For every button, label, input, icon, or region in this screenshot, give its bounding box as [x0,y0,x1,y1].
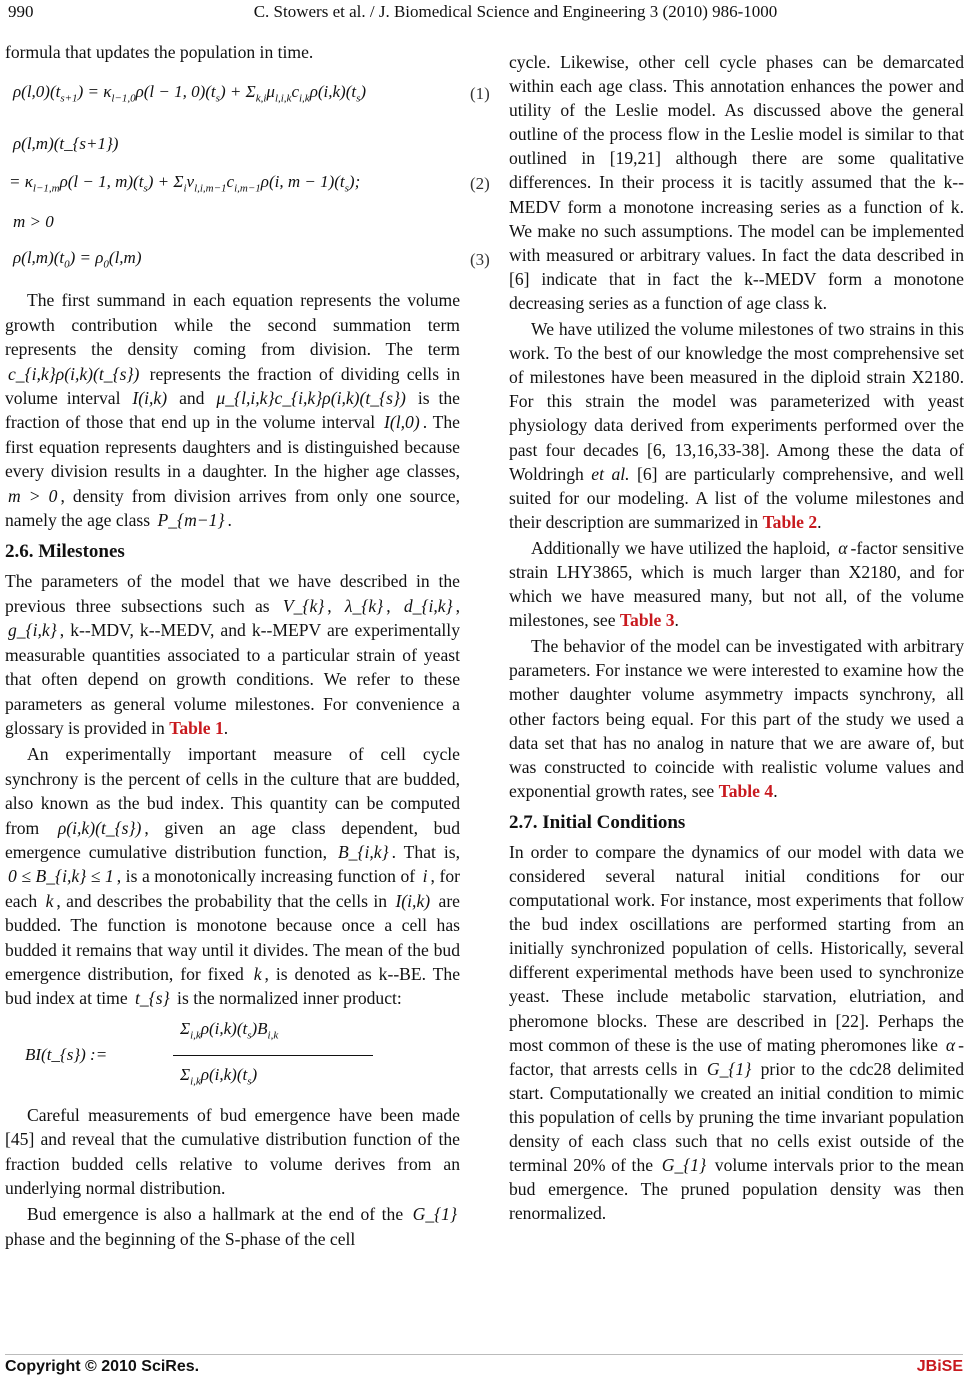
inline-math: ρ(i,k)(t_{s}) [57,817,142,838]
subscript: s [247,1029,252,1042]
inline-math: μ_{l,i,k}c_{i,k}ρ(i,k)(t_{s}) [216,388,406,409]
inline-math: i [422,866,428,887]
inline-math: P_{m−1} [157,510,225,531]
paragraph: We have utilized the volume milestones of two strains in this work. To the best of our knowledge the most comprehensive set of milestones have been measured in the diploid strain X2180. For this strain the model was parameterized with yeast physiology data derived from experiments performed over the past four decades [6, 13,16,33-38]. Among these the data of Woldringh et al. [6] are particularly comprehensive, and well suited for our modeling. A list of the volume milestones and their description are summarized in Table 2. [509,319,964,532]
paragraph: Additionally we have utilized the haploid, α -factor sensitive strain LHY3865, which is much larger than X2180, and for which we have measured many, but not all, of the volume milestones, see Table 3. [509,537,964,631]
inline-math: α [945,1034,956,1055]
page-number: 990 [8,2,34,21]
inline-math: G_{1} [661,1155,707,1176]
inline-math: t_{s} [135,988,170,1009]
inline-math: λ_{k} [344,595,384,616]
subscript: i,k [267,1029,279,1042]
section-heading-milestones: 2.6. Milestones [5,541,125,563]
subscript: i,m−1 [234,182,261,195]
page-header [8,0,963,24]
equation-number-1: (1) [470,84,490,103]
inline-math: B_{i,k} [337,841,389,862]
inline-math: I(l,0) [384,412,420,433]
subscript: k,i [255,92,267,105]
fraction-bar [173,1055,373,1056]
equation-2-condition: m > 0 [13,212,54,232]
left-column [5,40,460,1251]
paragraph: In order to compare the dynamics of our model with data we considered several natural initial conditions for our computational work. For instance, most experiments that follow the bud index oscillations are performed starting from an initially synchronized population of cells. Historically, several different experimental methods have been used to synchronize yeast. These include metabolic starvation, elutriation, and pheromone blocks. These are described in [22]. Perhaps the most common of these is the use of mating pheromones like α -factor, that arrests cells in G_{1} prior to the cdc28 delimited start. Computationally we created an initial condition to mimic this population of cells by pruning the time invariant population density of each class such that no cells exist outside of the terminal 20% of the G_{1} volume intervals prior to the mean bud emergence. The pruned population density was then renormalized. [509,841,964,1224]
bud-index-numerator: $\Sigma_{i,k}\rho(i,k)(t_s)B_{i,k}$ [180,1018,279,1042]
bud-index-equation [5,1011,460,1101]
inline-math: G_{1} [412,1204,457,1225]
paragraph: The parameters of the model that we have described in the previous three subsections such as V_{k} , λ_{k} , d_{i,k} , g_{i,k} , k--MDV, k--MEDV, and k--MEPV are experimentally measurable quantities associated to a particular strain of yeast that often depend on growth conditions. We refer to these parameters as general volume milestones. For convenience a glossary is provided in Table 1. [5,571,461,738]
paragraph: formula that updates the population in time. [5,42,314,62]
subscript: i,k [190,1029,201,1042]
subscript: s [215,92,220,105]
copyright: Copyright © 2010 SciRes. [5,1358,200,1375]
paragraph: Careful measurements of bud emergence have been made [45] and reveal that the cumulative distribution function of the fraction budded cells relative to volume derives from an underlying normal distribution. [5,1104,460,1198]
equation-2-rhs: = $\kappa_{l-1,m}\rho(l - 1$, $m)(t_s) + \Sigma_i\nu_{l,i,m-1}c_{i,m-1}\rho(i$, $m - 1)(t_s)$; [9,172,361,195]
paragraph: Bud emergence is also a hallmark at the end of the G_{1} phase and the beginning of the S-phase of the cell [5,1202,460,1251]
page-footer [5,1358,963,1376]
inline-math: 0 ≤ B_{i,k} ≤ 1 [8,866,114,887]
table-reference-link[interactable]: Table 4 [718,780,774,801]
equation-number-3: (3) [470,250,490,269]
section-heading-initial-conditions: 2.7. Initial Conditions [509,811,686,833]
subscript: l,i,m−1 [194,182,227,195]
italic-text: et al. [591,463,630,484]
inline-math: d_{i,k} [403,595,453,616]
equation-1: $\rho(l,0)(t_{s+1}) = \kappa_{l-1,0}\rho(l - 1$, $0)(t_s) + \Sigma_{k,i}\mu_{l,i,k}c_{i,k}\rho(i,k)(t_s)$ [13,82,367,105]
running-title: C. Stowers et al. / J. Biomedical Science and Engineering 3 (2010) 986-1000 [253,2,778,21]
subscript: i,k [298,92,310,105]
inline-math: g_{i,k} [8,620,57,641]
equation-2-lhs: ρ(l,m)(t_{s+1}) [13,134,119,154]
right-column [509,50,964,1225]
paragraph: cycle. Likewise, other cell cycle phases can be demarcated within each age class. This annotation enhances the power and utility of the Leslie model. As discussed above the general outline of the process flow in the Leslie model is similar to that outlined in [19,21] although there are some qualitative differences. In their process it is tacitly assumed that the k--MEDV form a monotone increasing series as a function of k. We make no such assumptions. The model can be implemented with measured or arbitrary values. In fact the data described in [6] indicate that in fact the k--MEDV form a monotone decreasing series as a function of age class k. [509,52,964,313]
inline-math: k [45,890,54,911]
bud-index-denominator: $\Sigma_{i,k}\rho(i,k)(t_s)$ [180,1064,258,1088]
paragraph: An experimentally important measure of cell cycle synchrony is the percent of cells in the culture that are budded, also known as the bud index. This quantity can be computed from ρ(i,k)(t_{s}) , given an age class dependent, bud emergence cumulative distribution function, B_{i,k} . That is, 0 ≤ B_{i,k} ≤ 1 , is a monotonically increasing function of i , for each k , and describes the probability that the cells in I(i,k) are budded. The function is monotone because once a cell has budded it remains that way until it divides. The mean of the bud emergence distribution, for fixed k , is denoted as k--BE. The bud index at time t_{s} is the normalized inner product: [5,744,461,1009]
inline-math: G_{1} [706,1058,752,1079]
paragraph: The first summand in each equation represents the volume growth contribution while the second summation term represents the density coming from division. The term c_{i,k}ρ(i,k)(t_{s}) represents the fraction of dividing cells in volume interval I(i,k) and μ_{l,i,k}c_{i,k}ρ(i,k)(t_{s}) is the fraction of those that end up in the volume interval I(l,0) . The first equation represents daughters and is distinguished because every division results in a daughter. In the higher age classes, m > 0 , density from division arrives from only one source, namely the age class P_{m−1} . [5,290,461,531]
equation-3: $\rho(l,m)(t_0) = \rho_0(l,m)$ [13,248,142,271]
subscript: 0 [103,258,109,271]
inline-math: k [253,963,262,984]
bud-index-lhs: BI(t_{s}) := [25,1044,108,1064]
inline-math: m > 0 [8,485,58,506]
subscript: s [344,182,349,195]
subscript: s+1 [60,92,78,105]
subscript: l,i,k [274,92,292,105]
inline-math: V_{k} [282,595,325,616]
subscript: s [356,92,361,105]
journal-abbrev: JBiSE [916,1358,963,1375]
inline-math: α [838,537,848,558]
inline-math: c_{i,k}ρ(i,k)(t_{s}) [8,363,140,384]
table-reference-link[interactable]: Table 2 [762,511,818,532]
inline-math: I(i,k) [395,890,431,911]
subscript: l−1,m [32,182,60,195]
equation-block [5,64,460,276]
subscript: 0 [64,258,70,271]
table-reference-link[interactable]: Table 3 [619,610,675,631]
footer-divider [5,1354,963,1355]
paragraph: The behavior of the model can be investigated with arbitrary parameters. For instance we were interested to examine how the mother daughter volume asymmetry impacts synchrony, all other factors being equal. For this part of the study we used a data set that has no analog in nature that we are aware of, but was constructed to coincide with realistic volume values and exponential growth rates, see Table 4. [509,636,964,801]
subscript: s [143,182,148,195]
subscript: s [247,1075,252,1088]
subscript: l−1,0 [111,92,136,105]
subscript: i [183,182,187,195]
subscript: i,k [190,1075,201,1088]
equation-number-2: (2) [470,174,490,193]
inline-math: I(i,k) [132,388,168,409]
table-reference-link[interactable]: Table 1 [169,717,224,738]
